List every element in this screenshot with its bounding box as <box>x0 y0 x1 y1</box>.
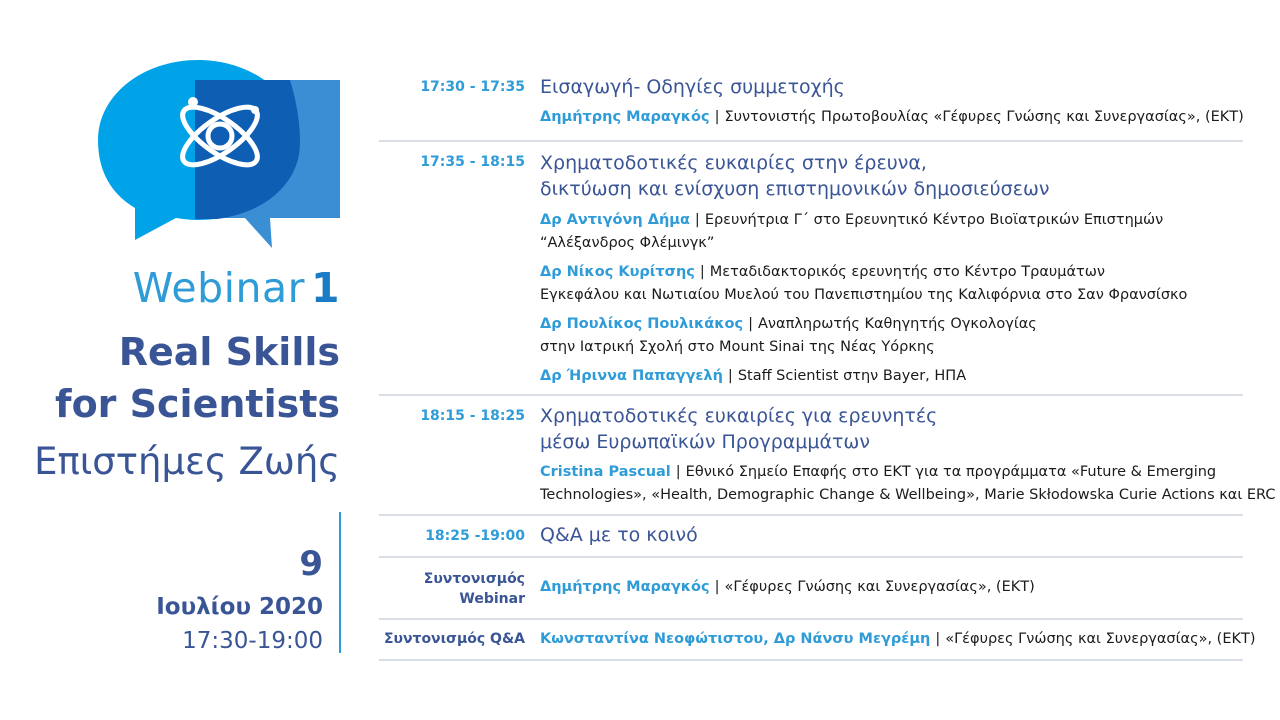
agenda-topic-line-1: Χρηματοδοτικές ευκαιρίες για ερευνητές <box>540 405 938 427</box>
speaker: Δρ Ήριννα Παπαγγελή | Staff Scientist στην Bayer, ΗΠΑ <box>540 368 967 384</box>
date-month: Ιουλίου 2020 <box>156 594 323 620</box>
agenda-item <box>379 70 1243 142</box>
coordination-label: Συντονισμός Webinar <box>423 571 525 607</box>
speaker-role: Staff Scientist στην Bayer, ΗΠΑ <box>737 368 967 384</box>
speech-bubbles-atom-icon <box>95 58 345 253</box>
agenda-time: 17:30 - 17:35 <box>420 79 525 95</box>
coordination-qa <box>379 620 1256 661</box>
agenda-topic-line-2: μέσω Ευρωπαϊκών Προγραμμάτων <box>540 431 870 453</box>
webinar-number: 1 <box>310 264 340 312</box>
coordinator: Κωνσταντίνα Νεοφώτιστου, Δρ Νάνσυ Μεγρέμη | «Γέφυρες Γνώσης και Συνεργασίας», (ΕΚΤ) <box>540 631 1256 647</box>
speaker-name: Cristina Pascual <box>540 464 671 480</box>
agenda-item <box>379 516 1243 558</box>
date-day: 9 <box>299 544 323 584</box>
speaker-role-cont: Εγκεφάλου και Νωτιαίου Μυελού του Πανεπιστημίου της Καλιφόρνια στο Σαν Φρανσίσκο <box>540 287 1188 303</box>
webinar-word: Webinar <box>132 264 305 312</box>
event-title-line-1: Real Skills <box>118 330 340 374</box>
agenda-time: 18:15 - 18:25 <box>420 408 525 424</box>
speaker-role-cont: “Αλέξανδρος Φλέμινγκ” <box>540 235 715 251</box>
speaker: Δρ Πουλίκος Πουλικάκος | Αναπληρωτής Καθηγητής Ογκολογίας <box>540 316 1037 332</box>
coordinator-name: Δημήτρης Μαραγκός <box>540 579 710 595</box>
webinar-label <box>133 264 340 312</box>
event-title-line-2: for Scientists <box>55 382 340 426</box>
date-divider <box>339 512 341 653</box>
speaker-role-cont: στην Ιατρική Σχολή στο Mount Sinai της Νέας Υόρκης <box>540 339 935 355</box>
speaker-name: Δρ Αντιγόνη Δήμα <box>540 212 690 228</box>
coordinator-name: Κωνσταντίνα Νεοφώτιστου, Δρ Νάνσυ Μεγρέμη <box>540 631 931 647</box>
speaker-role: Μεταδιδακτορικός ερευνητής στο Κέντρο Τραυμάτων <box>709 264 1106 280</box>
speaker-name: Δρ Νίκος Κυρίτσης <box>540 264 695 280</box>
agenda-topic: Εισαγωγή- Οδηγίες συμμετοχής <box>540 76 845 98</box>
speaker-role: Αναπληρωτής Καθηγητής Ογκολογίας <box>758 316 1037 332</box>
speaker: Cristina Pascual | Εθνικό Σημείο Επαφής στο ΕΚΤ για τα προγράμματα «Future & Emerging <box>540 464 1217 480</box>
speaker-name: Δρ Πουλίκος Πουλικάκος <box>540 316 744 332</box>
coordinator-role: «Γέφυρες Γνώσης και Συνεργασίας», (ΕΚΤ) <box>945 631 1256 647</box>
agenda-item <box>379 396 1276 516</box>
speaker-role-cont: Technologies», «Health, Demographic Change & Wellbeing», Marie Skłodowska Curie Actions και ERC <box>540 487 1276 503</box>
agenda-topic: Q&A με το κοινό <box>540 524 698 546</box>
agenda-item <box>379 142 1243 396</box>
speaker: Δρ Νίκος Κυρίτσης | Μεταδιδακτορικός ερευνητής στο Κέντρο Τραυμάτων <box>540 264 1106 280</box>
coordinator-role: «Γέφυρες Γνώσης και Συνεργασίας», (ΕΚΤ) <box>724 579 1035 595</box>
speaker-name: Δημήτρης Μαραγκός <box>540 109 710 125</box>
coordinator: Δημήτρης Μαραγκός | «Γέφυρες Γνώσης και Συνεργασίας», (ΕΚΤ) <box>540 579 1035 595</box>
speaker-role: Συντονιστής Πρωτοβουλίας «Γέφυρες Γνώσης και Συνεργασίας», (ΕΚΤ) <box>724 109 1244 125</box>
speaker-role: Ερευνήτρια Γ΄ στο Ερευνητικό Κέντρο Βιοϊατρικών Επιστημών <box>704 212 1164 228</box>
agenda-topic-line-1: Χρηματοδοτικές ευκαιρίες στην έρευνα, <box>540 152 927 174</box>
agenda <box>379 70 1276 661</box>
speaker: Δημήτρης Μαραγκός | Συντονιστής Πρωτοβουλίας «Γέφυρες Γνώσης και Συνεργασίας», (ΕΚΤ) <box>540 109 1244 125</box>
speaker: Δρ Αντιγόνη Δήμα | Ερευνήτρια Γ΄ στο Ερευνητικό Κέντρο Βιοϊατρικών Επιστημών <box>540 212 1164 228</box>
agenda-time: 18:25 -19:00 <box>425 528 525 544</box>
event-subtitle: Επιστήμες Ζωής <box>34 440 340 483</box>
speaker-role: Εθνικό Σημείο Επαφής στο ΕΚΤ για τα προγράμματα «Future & Emerging <box>685 464 1217 480</box>
date-time: 17:30-19:00 <box>182 628 323 654</box>
agenda-topic-line-2: δικτύωση και ενίσχυση επιστημονικών δημοσιεύσεων <box>540 178 1050 200</box>
speaker-name: Δρ Ήριννα Παπαγγελή <box>540 368 723 384</box>
coordination-label: Συντονισμός Q&A <box>383 631 525 647</box>
coordination-webinar <box>379 558 1243 620</box>
agenda-time: 17:35 - 18:15 <box>420 154 525 170</box>
